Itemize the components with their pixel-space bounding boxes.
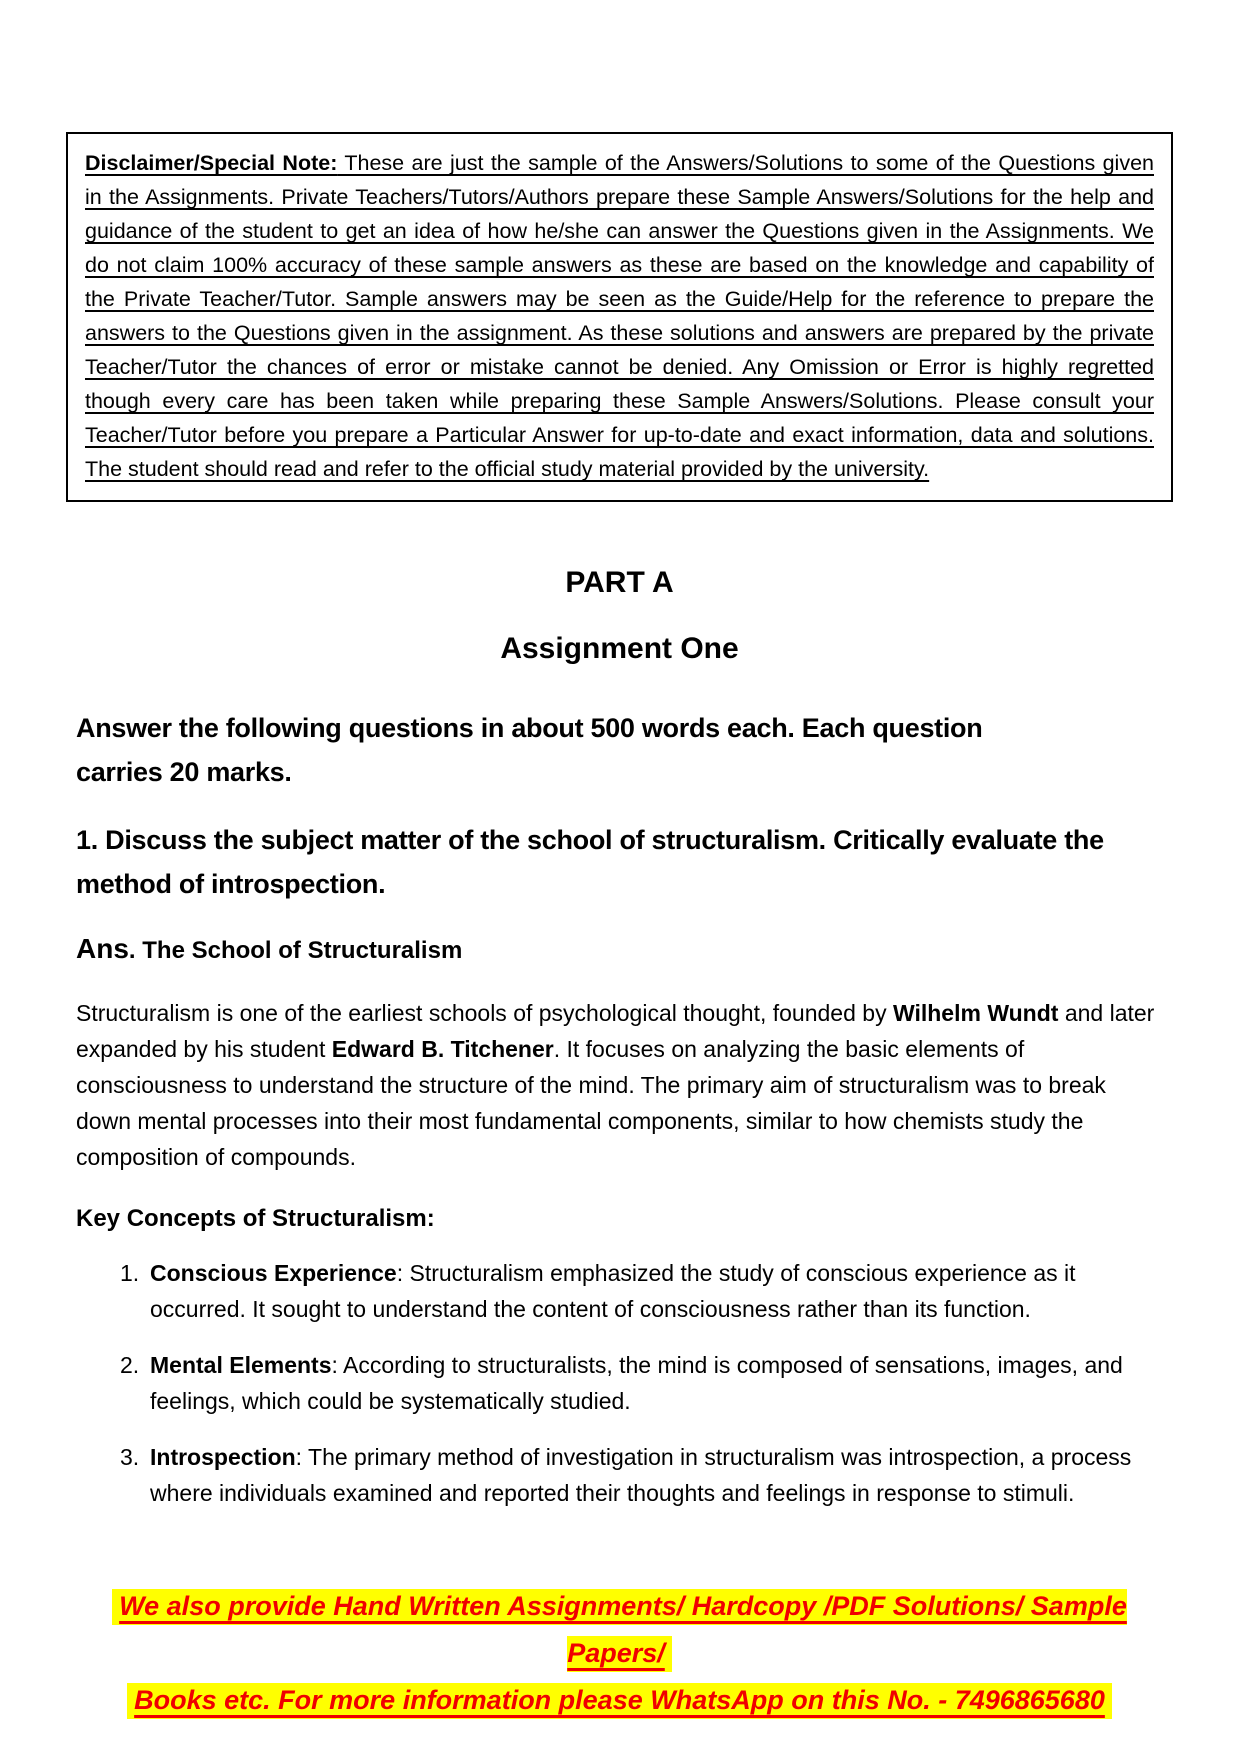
answer-section-title: The School of Structuralism <box>142 937 463 964</box>
key-concept-item-2 <box>76 1347 1163 1419</box>
answer-intro-paragraph: Structuralism is one of the earliest schools of psychological thought, founded by Wilhelm Wundt and later expanded by his student Edward B. Titchener. It focuses on analyzing the basic elements of consciousness to understand the structure of the mind. The primary aim of structuralism was to break down mental processes into their most fundamental components, similar to how chemists study the composition of compounds. <box>76 1000 1155 1170</box>
footer-banner <box>76 1583 1163 1724</box>
footer-line-1-wrap <box>76 1583 1163 1677</box>
question-1-heading: 1. Discuss the subject matter of the school of structuralism. Critically evaluate the method of introspection. <box>76 825 1104 899</box>
disclaimer-label: Disclaimer/Special Note: <box>85 151 338 175</box>
footer-line-2: Books etc. For more information please WhatsApp on this No. - 7496865680 <box>127 1683 1112 1719</box>
list-lead: Mental Elements <box>150 1352 332 1378</box>
part-heading: PART A <box>565 566 674 599</box>
footer-line-2-wrap <box>76 1677 1163 1724</box>
answer-punct: . <box>128 937 143 964</box>
list-number: 1. <box>120 1260 140 1286</box>
list-lead: Conscious Experience <box>150 1260 397 1286</box>
list-number: 2. <box>120 1352 140 1378</box>
list-text: : The primary method of investigation in structuralism was introspection, a process where individuals examined and reported their thoughts and feelings in response to stimuli. <box>150 1444 1132 1506</box>
disclaimer-text: These are just the sample of the Answers/Solutions to some of the Questions given in the Assignments. Private Teachers/Tutors/Authors prepare these Sample Answers/Solutions for the help and guidance of the student to get an idea of how he/she can answer the Questions given in the Assignments. We do not claim 100% accuracy of these sample answers as these are based on the knowledge and capability of the Private Teacher/Tutor. Sample answers may be seen as the Guide/Help for the reference to prepare the answers to the Questions given in the assignment. As these solutions and answers are prepared by the private Teacher/Tutor the chances of error or mistake cannot be denied. Any Omission or Error is highly regretted though every care has been taken while preparing these Sample Answers/Solutions. Please consult your Teacher/Tutor before you prepare a Particular Answer for up-to-date and exact information, data and solutions. The student should read and refer to the official study material provided by the university. <box>85 151 1154 481</box>
key-concepts-list <box>76 1255 1163 1511</box>
list-text: : Structuralism emphasized the study of conscious experience as it occurred. It sought to understand the content of consciousness rather than its function. <box>150 1260 1076 1322</box>
answer-label: Ans <box>76 933 129 964</box>
list-lead: Introspection <box>150 1444 296 1470</box>
key-concept-item-1 <box>76 1255 1163 1327</box>
key-concept-item-3 <box>76 1439 1163 1511</box>
instructions-text: Answer the following questions in about 500 words each. Each question carries 20 marks. <box>76 713 983 787</box>
answer-heading <box>76 932 1163 971</box>
disclaimer-box <box>66 132 1173 502</box>
footer-line-1: We also provide Hand Written Assignments/ Hardcopy /PDF Solutions/ Sample Papers/ <box>112 1589 1127 1672</box>
list-number: 3. <box>120 1444 140 1470</box>
disclaimer-paragraph <box>85 146 1154 486</box>
assignment-heading: Assignment One <box>500 632 739 665</box>
list-text: : According to structuralists, the mind is composed of sensations, images, and feelings, which could be systematically studied. <box>150 1352 1123 1414</box>
key-concepts-heading: Key Concepts of Structuralism: <box>76 1205 435 1232</box>
